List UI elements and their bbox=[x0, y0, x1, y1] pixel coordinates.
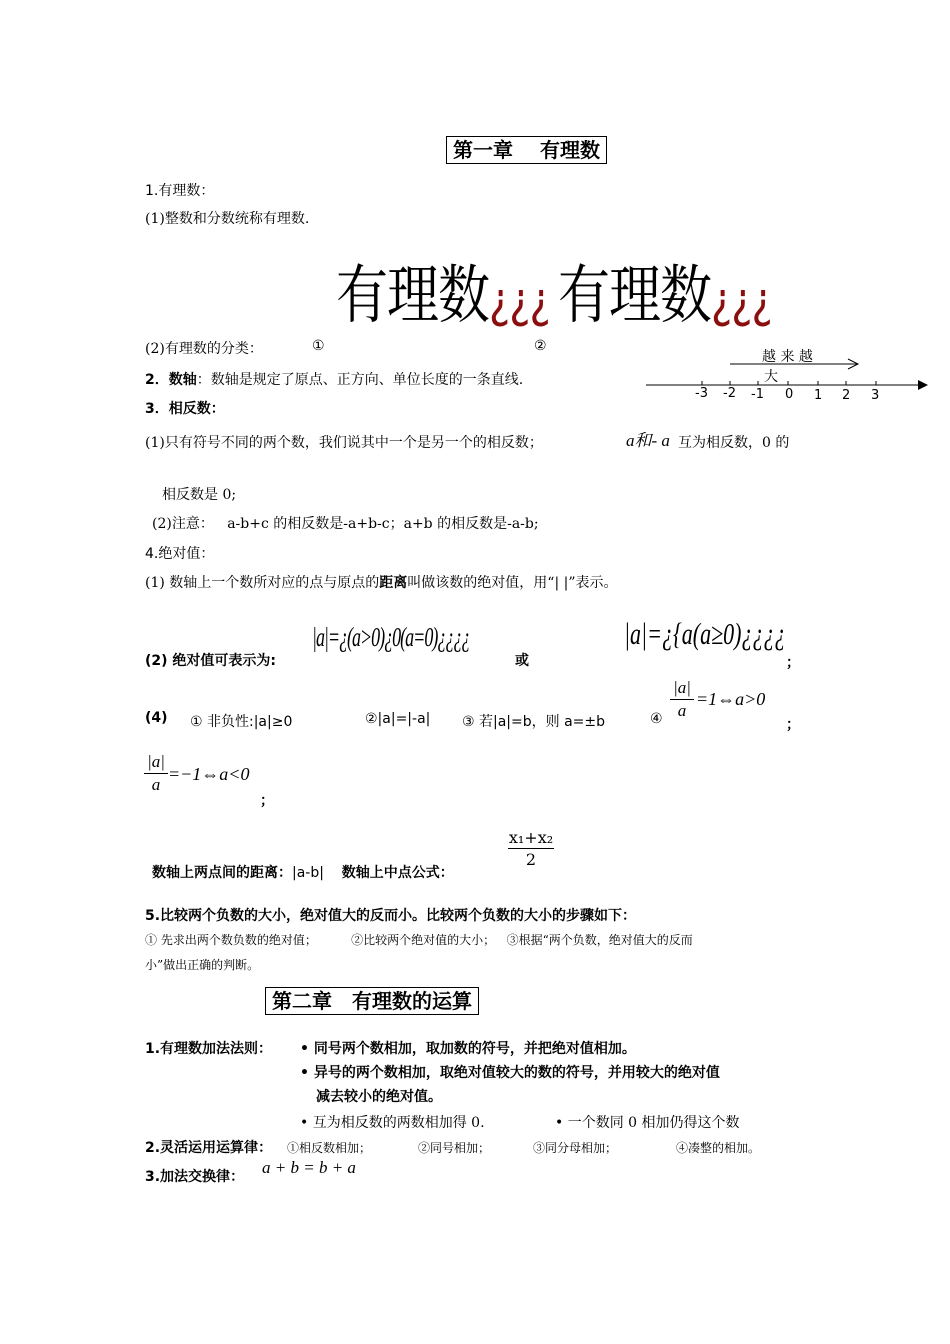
big-word-2 bbox=[558, 244, 772, 336]
big-word-1-text: 有理数 bbox=[336, 259, 490, 334]
addition-rule-1: • 同号两个数相加，取加数的符号，并把绝对值相加。 bbox=[300, 1041, 636, 1057]
property-3: ③ 若|a|=b，则 a=±b bbox=[462, 714, 606, 730]
big-word-1 bbox=[336, 244, 550, 336]
section-1-paragraph-1: (1)整数和分数统称有理数. bbox=[145, 211, 310, 227]
midpoint-formula bbox=[508, 828, 554, 869]
tick-label: 0 bbox=[785, 387, 794, 402]
fraction-bar bbox=[144, 773, 168, 774]
section-4-heading: 4.绝对值： bbox=[145, 546, 215, 562]
addition-rule-label: 1.有理数加法法则： bbox=[145, 1041, 273, 1057]
section-4-paragraph-1 bbox=[145, 572, 617, 592]
classification-marker-2: ② bbox=[534, 338, 547, 354]
section-4-paragraph-2: (2) 绝对值可表示为: bbox=[145, 653, 277, 669]
distance-label: 数轴上两点间的距离： bbox=[152, 865, 292, 881]
property-label: (4) bbox=[145, 710, 168, 726]
abs-def-text-a: (1) 数轴上一个数所对应的点与原点的 bbox=[145, 575, 380, 591]
section-3-paragraph-1c: 相反数是 0; bbox=[162, 487, 237, 503]
operation-laws-colon: ： bbox=[258, 1140, 273, 1156]
section-1-heading: 1.有理数： bbox=[145, 183, 215, 199]
note-text: a-b+c 的相反数是-a+b-c；a+b 的相反数是-a-b; bbox=[227, 516, 539, 532]
fraction-bar bbox=[508, 848, 554, 849]
section-3-paragraph-2 bbox=[152, 513, 539, 533]
operation-laws-label: 2.灵活运用运算律 bbox=[145, 1140, 259, 1156]
section-5-steps-cont: 小”做出正确的判断。 bbox=[145, 958, 260, 972]
fraction-bar bbox=[670, 699, 694, 700]
tick-label: 3 bbox=[871, 388, 880, 403]
number-line-caption-bottom: 大 bbox=[764, 369, 778, 385]
section-3-paragraph-1: (1)只有符号不同的两个数，我们说其中一个是另一个的相反数； bbox=[145, 435, 543, 451]
property-4-equation: =1⇔a>0 bbox=[696, 689, 766, 709]
number-line-svg bbox=[640, 356, 950, 416]
note-label: (2)注意： bbox=[152, 516, 214, 532]
step-3: ③根据“两个负数，绝对值大的反而 bbox=[506, 933, 693, 947]
commutative-label: 3.加法交换律 bbox=[145, 1169, 231, 1185]
abs-def-text-b: 叫做该数的绝对值，用“| |”表示。 bbox=[407, 575, 618, 591]
operation-law-2: ②同号相加； bbox=[418, 1141, 491, 1155]
addition-rule-3: • 互为相反数的两数相加得 0. bbox=[300, 1115, 485, 1131]
section-3-heading: 3．相反数： bbox=[145, 401, 225, 417]
semicolon-2: ； bbox=[786, 717, 800, 733]
tick-label: -2 bbox=[723, 386, 736, 401]
classification-marker-1: ① bbox=[312, 338, 325, 354]
midpoint-numerator: x₁+x₂ bbox=[508, 828, 554, 847]
negative-fraction bbox=[144, 752, 168, 795]
section-2-label: 2．数轴 bbox=[145, 372, 197, 388]
abs-piecewise-formula-b: |a|=¿{a(a≥0)¿¿¿¿ bbox=[624, 616, 786, 651]
step-1: ① 先求出两个数负数的绝对值； bbox=[145, 933, 317, 947]
midpoint-denominator: 2 bbox=[525, 850, 537, 869]
section-2-line bbox=[145, 369, 523, 389]
commutative-line bbox=[145, 1166, 244, 1186]
commutative-formula: a + b = b + a bbox=[262, 1158, 356, 1177]
tick-label: -3 bbox=[695, 386, 708, 401]
addition-rule-2: • 异号的两个数相加，取绝对值较大的数的符号，并用较大的绝对值 bbox=[300, 1065, 720, 1081]
fraction-denominator: a bbox=[677, 701, 687, 720]
chapter-2-title: 第二章 有理数的运算 bbox=[265, 987, 479, 1015]
property-4-fraction bbox=[670, 678, 694, 721]
garbled-glyphs-1: ¿¿¿ bbox=[489, 273, 550, 330]
axis-arrow-head bbox=[918, 380, 928, 390]
semicolon-1: ； bbox=[786, 655, 800, 671]
property-1: ① 非负性:|a|≥0 bbox=[190, 714, 293, 730]
property-2: ②|a|=|-a| bbox=[365, 711, 431, 727]
big-word-2-text: 有理数 bbox=[558, 259, 712, 334]
section-3-paragraph-1b: 互为相反数，0 的 bbox=[678, 435, 790, 451]
number-line-caption-top: 越 来 越 bbox=[762, 349, 813, 365]
commutative-colon: ： bbox=[230, 1169, 245, 1185]
section-5-steps bbox=[145, 931, 693, 948]
midpoint-label: 数轴上中点公式： bbox=[341, 865, 454, 881]
addition-rule-2b: 减去较小的绝对值。 bbox=[316, 1089, 442, 1105]
abs-piecewise-formula-a: |a|=¿(a>0)¿0(a=0)¿¿¿¿ bbox=[312, 622, 470, 652]
tick-label: -1 bbox=[751, 387, 764, 402]
addition-rule-4: • 一个数同 0 相加仍得这个数 bbox=[555, 1115, 740, 1131]
tick-label: 1 bbox=[814, 388, 823, 403]
operation-laws-line bbox=[145, 1137, 272, 1157]
section-1-paragraph-2: (2)有理数的分类： bbox=[145, 341, 263, 357]
distance-value: |a-b| bbox=[292, 865, 324, 881]
or-label: 或 bbox=[515, 653, 529, 669]
negative-equation: =−1⇔a<0 bbox=[168, 764, 250, 784]
fraction-denominator: a bbox=[151, 775, 161, 794]
operation-law-3: ③同分母相加； bbox=[533, 1141, 618, 1155]
distance-line bbox=[152, 862, 454, 882]
tick-label: 2 bbox=[842, 388, 851, 403]
garbled-glyphs-2: ¿¿¿ bbox=[711, 273, 772, 330]
fraction-numerator: |a| bbox=[673, 678, 691, 697]
section-5-heading: 5.比较两个负数的大小，绝对值大的反而小。比较两个负数的大小的步骤如下： bbox=[145, 908, 637, 924]
opposite-formula: a和- a bbox=[626, 431, 670, 450]
operation-law-1: ①相反数相加； bbox=[287, 1141, 372, 1155]
abs-def-bold: 距离 bbox=[379, 575, 408, 591]
step-2: ②比较两个绝对值的大小； bbox=[351, 933, 496, 947]
fraction-numerator: |a| bbox=[147, 752, 165, 771]
property-4-marker: ④ bbox=[650, 711, 663, 727]
semicolon-3: ； bbox=[260, 793, 274, 809]
operation-law-4: ④凑整的相加。 bbox=[676, 1141, 761, 1155]
section-2-text: ：数轴是规定了原点、正方向、单位长度的一条直线. bbox=[196, 372, 524, 388]
chapter-1-title: 第一章 有理数 bbox=[446, 136, 607, 164]
